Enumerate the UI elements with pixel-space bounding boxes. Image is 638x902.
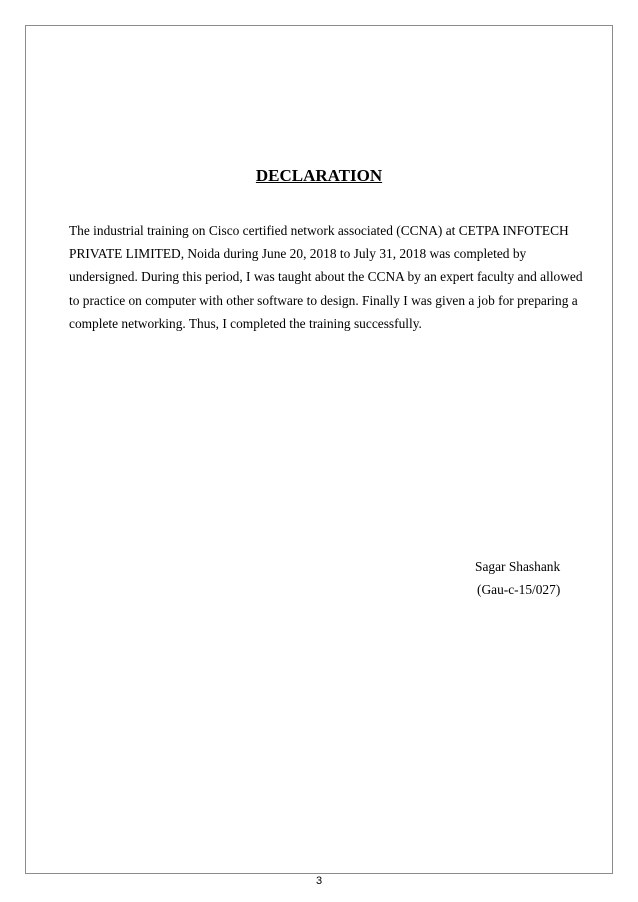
paragraph-line: to practice on computer with other software to design. Finally I was given a job for preparing a xyxy=(69,292,578,308)
paragraph-line: undersigned. During this period, I was taught about the CCNA by an expert faculty and allowed xyxy=(69,269,583,285)
page-number: 3 xyxy=(315,875,323,887)
signatory-id: (Gau-c-15/027) xyxy=(477,582,561,597)
paragraph-line: The industrial training on Cisco certified network associated (CCNA) at CETPA INFOTECH xyxy=(69,223,569,238)
page-title: DECLARATION xyxy=(255,166,383,185)
paragraph-line: complete networking. Thus, I completed the training successfully. xyxy=(69,315,422,331)
page-border xyxy=(25,25,613,874)
signature-block xyxy=(475,555,560,601)
declaration-paragraph xyxy=(69,219,583,335)
paragraph-line: PRIVATE LIMITED, Noida during June 20, 2018 to July 31, 2018 was completed by xyxy=(69,246,527,262)
signatory-name: Sagar Shashank xyxy=(475,559,561,574)
